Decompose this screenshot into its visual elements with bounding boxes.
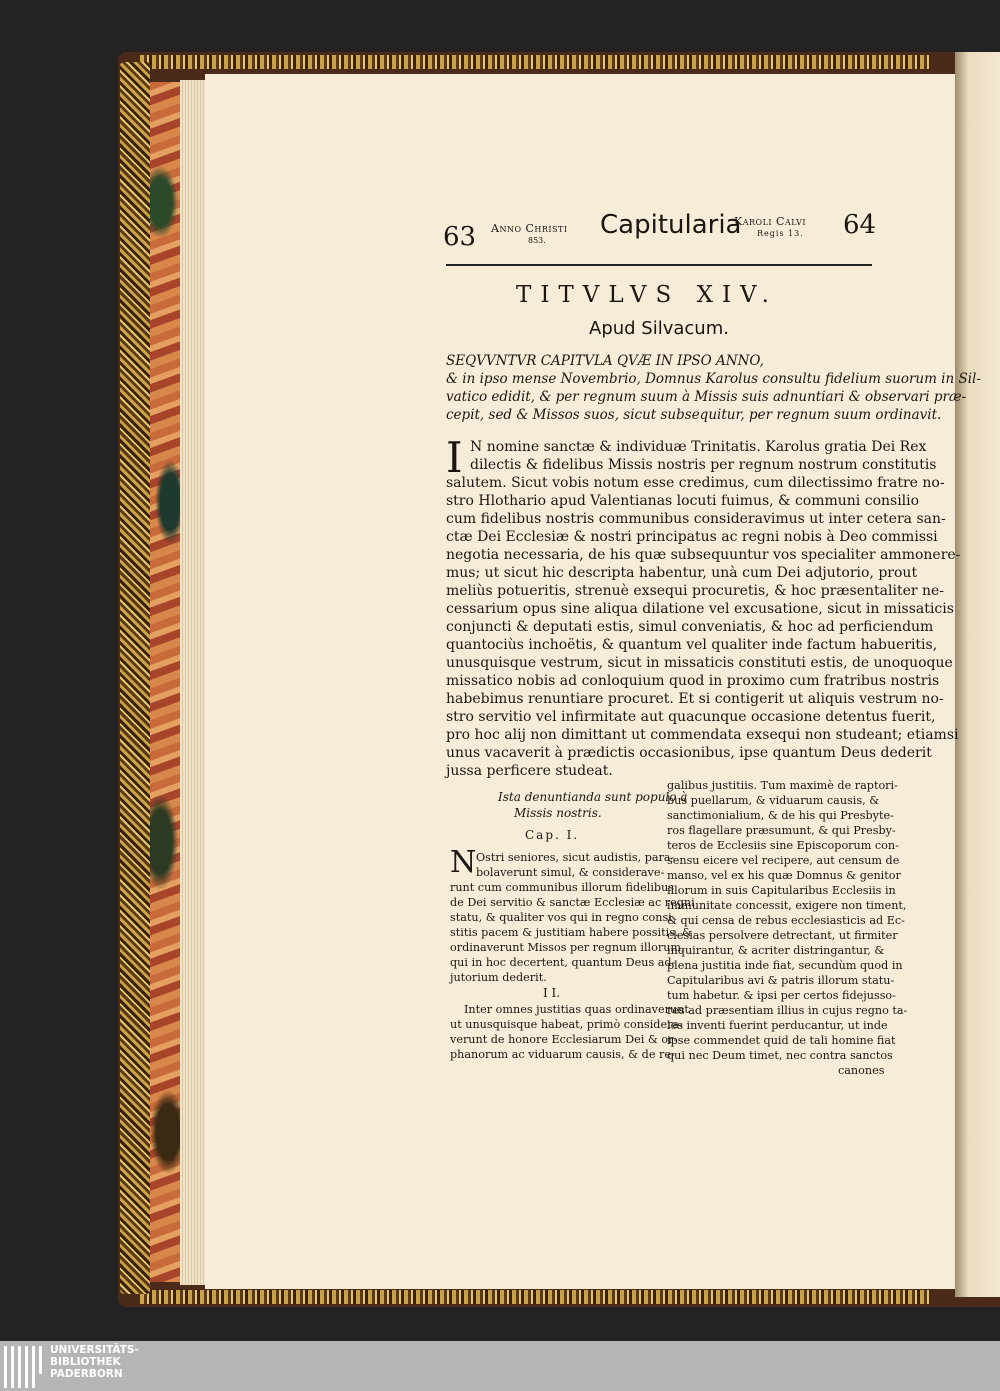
chapter-heading: I I. [543,986,561,1000]
column-line: illorum in suis Capitularibus Ecclesiis in [667,884,896,897]
intro-line: vatico edidit, & per regnum suum à Missis suis adnuntiari & observari præ- [446,389,967,405]
drop-cap: I [446,433,463,482]
column-line: Ostri seniores, sicut audistis, para- [476,851,675,864]
marbled-endpaper [150,82,180,1282]
column-line: qui nec Deum timet, nec contra sanctos [667,1049,893,1062]
column-line: & qui censa de rebus ecclesiasticis ad Ec- [667,914,905,927]
section-subtitle: Apud Silvacum. [589,318,729,339]
header-year: 853. [528,236,546,245]
page-number-right: 64 [843,210,877,240]
facing-page-edge [955,52,1000,1297]
column-line: Capitularibus avi & patris illorum statu- [667,974,895,987]
gilt-border-left [120,62,150,1294]
library-name [50,1344,139,1380]
body-line: quantociùs inchoëtis, & quantum vel qualiter inde factum habueritis, [446,637,938,653]
footer-bar [0,1341,1000,1391]
page-edges [180,80,206,1285]
gilt-border-bottom [140,1290,930,1304]
column-line: inquirantur, & acriter distringantur, & [667,944,885,957]
column-heading: Missis nostris. [514,806,602,820]
column-line: tum habetur. & ipsi per certos fidejusso- [667,989,896,1002]
library-name-line: UNIVERSITÄTS- [50,1344,139,1356]
column-line: bus puellarum, & viduarum causis, & [667,794,880,807]
header-title: Capitularia [600,210,742,240]
intro-line: SEQVVNTVR CAPITVLA QVÆ IN IPSO ANNO, [446,353,764,369]
library-name-line: PADERBORN [50,1368,123,1380]
body-line: ctæ Dei Ecclesiæ & nostri principatus ac regni nobis à Deo commissi [446,529,938,545]
body-line: cessarium opus sine aliqua dilatione vel excusatione, sicut in missaticis [446,601,954,617]
column-line: ut unusquisque habeat, primò considera- [450,1018,683,1031]
body-line: stro Hlothario apud Valentianas locuti fuimus, & communi consilio [446,493,920,509]
column-line: jutorium dederit. [450,971,547,984]
header-karoli: Karoli Calvi [734,215,807,228]
column-line: clesias persolvere detrectant, ut firmiter [667,929,898,942]
column-line: ordinaverunt Missos per regnum illorum, [450,941,685,954]
column-line: sensu eicere vel recipere, aut censum de [667,854,900,867]
body-line: jussa perficere studeat. [446,763,613,779]
column-line: ipse commendet quid de tali homine fiat [667,1034,896,1047]
intro-line: cepit, sed & Missos suos, sicut subsequitur, per regnum suum ordinavit. [446,407,942,423]
body-line: unus vacaverit à prædictis occasionibus, ipse quantum Deus dederit [446,745,932,761]
body-line: cum fidelibus nostris communibus consideravimus ut inter cetera san- [446,511,946,527]
gilt-border-top [140,55,930,69]
column-line: galibus justitiis. Tum maximè de raptori- [667,779,898,792]
header-anno: Anno Christi [491,222,568,235]
column-line: bolaverunt simul, & considerave- [476,866,665,879]
column-line: statu, & qualiter vos qui in regno consi- [450,911,676,924]
column-line: qui in hoc decertent, quantum Deus ad- [450,956,676,969]
column-line: manso, vel ex his quæ Domnus & genitor [667,869,901,882]
column-line: res ad præsentiam illius in cujus regno ta- [667,1004,908,1017]
body-line: dilectis & fidelibus Missis nostris per regnum nostrum constitutis [470,457,937,473]
catchword: canones [838,1064,885,1077]
column-line: verunt de honore Ecclesiarum Dei & or- [450,1033,678,1046]
body-line: pro hoc alij non dimittant ut commendata exsequi non studeant; etiamsi [446,727,959,743]
column-line: ros flagellare præsumunt, & qui Presby- [667,824,896,837]
column-line: immunitate concessit, exigere non timent, [667,899,907,912]
section-title: TITVLVS XIV. [516,282,778,308]
body-line: habebimus renuntiare procuret. Et si contigerit ut aliquis vestrum no- [446,691,944,707]
header-rule [446,264,872,266]
body-line: salutem. Sicut vobis notum esse credimus, cum dilectissimo fratre no- [446,475,945,491]
header-regis: Regis 13. [757,229,804,238]
body-line: unusquisque vestrum, sicut in missaticis constituti estis, de unoquoque [446,655,953,671]
column-line: de Dei servitio & sanctæ Ecclesiæ ac regni [450,896,695,909]
column-line: phanorum ac viduarum causis, & de re- [450,1048,675,1061]
column-line: plena justitia inde fiat, secundùm quod in [667,959,903,972]
body-line: mus; ut sicut hic descripta habentur, unà cum Dei adjutorio, prout [446,565,918,581]
body-line: N nomine sanctæ & individuæ Trinitatis. Karolus gratia Dei Rex [470,439,927,455]
column-line: les inventi fuerint perducantur, ut inde [667,1019,888,1032]
library-logo-icon [4,1346,46,1388]
column-line: runt cum communibus illorum fidelibus [450,881,675,894]
drop-cap: N [450,845,477,880]
body-line: meliùs potueritis, strenuè exsequi procuretis, & hoc præsentaliter ne- [446,583,945,599]
chapter-heading: Cap. I. [525,828,580,842]
intro-line: & in ipso mense Novembrio, Domnus Karolus consultu fidelium suorum in Sil- [446,371,981,387]
page-number-left: 63 [443,222,477,252]
body-line: missatico nobis ad conloquium quod in proximo cum fratribus nostris [446,673,940,689]
column-line: teros de Ecclesiis sine Episcoporum con- [667,839,899,852]
column-line: sanctimonialium, & de his qui Presbyte- [667,809,894,822]
column-line: stitis pacem & justitiam habere possitis. & [450,926,693,939]
body-line: negotia necessaria, de his quæ subsequuntur vos specialiter ammonere- [446,547,961,563]
library-name-line: BIBLIOTHEK [50,1356,121,1368]
column-line: Inter omnes justitias quas ordinaverunt [464,1003,689,1016]
body-line: conjuncti & deputati estis, simul conveniatis, & hoc ad perficiendum [446,619,934,635]
column-heading: Ista denuntianda sunt populo à [498,790,688,804]
body-line: stro servitio vel infirmitate aut quacunque occasione detentus fuerit, [446,709,936,725]
